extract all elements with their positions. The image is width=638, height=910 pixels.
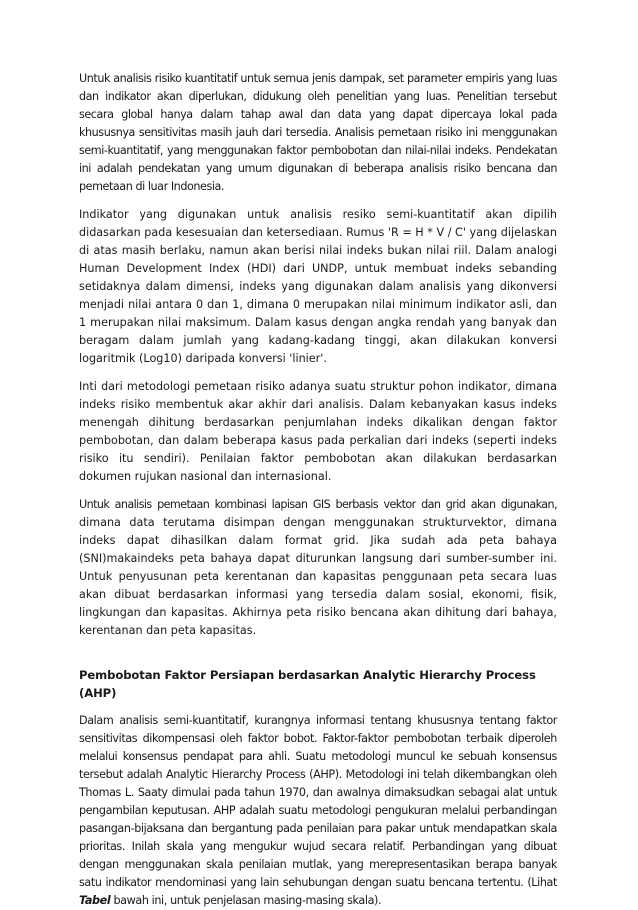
paragraph-ahp bbox=[79, 712, 557, 910]
paragraph-indicator-tree: Inti dari metodologi pemetaan risiko adanya suatu struktur pohon indikator, dimana indeks risiko membentuk akar akhir dari analisis. Dalam kebanyakan kasus indeks menengah dihitung berdasarkan penjumlahan indeks dikalikan dengan faktor pembobotan, dan dalam beberapa kasus pada perkalian dari indeks (seperti indeks risiko itu sendiri). Penilaian faktor pembobotan akan dilakukan berdasarkan dokumen rujukan nasional dan internasional. bbox=[79, 380, 557, 483]
paragraph-gis-lead: Untuk analisis pemetaan kombinasi lapisan GIS berbasis vektor dan grid akan digunakan, bbox=[79, 498, 557, 511]
paragraph-ahp-text: Dalam analisis semi-kuantitatif, kurangnya informasi tentang khususnya tentang faktor sensitivitas dikompensasi oleh faktor bobot. Faktor-faktor pembobotan terbaik diperoleh melalui konsensus pendapat para ahli. Suatu metodologi muncul ke sebuah konsensus tersebut adalah Analytic Hierarchy Process (AHP). Metodologi ini telah dikembangkan oleh Thomas L. Saaty dimulai pada tahun 1970, dan awalnya dimaksudkan sebagai alat untuk pengambilan keputusan. AHP adalah suatu metodologi pengukuran melalui perbandingan pasangan-bijaksana dan bergantung pada penilaian para pakar untuk mendapatkan skala prioritas. Inilah skala yang mengukur wujud secara relatif. Perbandingan yang dibuat dengan menggunakan skala penilaian mutlak, yang merepresentasikan berapa banyak satu indikator mendominasi yang lain sehubungan dengan suatu bencana tertentu. (Lihat bbox=[79, 714, 557, 889]
document-page bbox=[79, 70, 557, 910]
paragraph-ahp-tail: bawah ini, untuk penjelasan masing-masing skala). bbox=[110, 894, 382, 907]
section-heading-ahp: Pembobotan Faktor Persiapan berdasarkan Analytic Hierarchy Process (AHP) bbox=[79, 668, 536, 700]
paragraph-quantitative-analysis: Untuk analisis risiko kuantitatif untuk semua jenis dampak, set parameter empiris yang luas dan indikator akan diperlukan, didukung oleh penelitian yang luas. Penelitian tersebut secara global hanya dalam tahap awal dan data yang dapat dipercaya lokal pada khususnya sensitivitas masih jauh dari tersedia. Analisis pemetaan risiko ini menggunakan semi-kuantitatif, yang menggunakan faktor pembobotan dan nilai-nilai indeks. Pendekatan ini adalah pendekatan yang umum digunakan di beberapa analisis risiko bencana dan pemetaan di luar Indonesia. bbox=[79, 72, 557, 193]
paragraph-indicators: Indikator yang digunakan untuk analisis resiko semi-kuantitatif akan dipilih didasarkan pada kesesuaian dan ketersediaan. Rumus 'R = H * V / C' yang dijelaskan di atas masih berlaku, namun akan berisi nilai indeks bukan nilai riil. Dalam analogi Human Development Index (HDI) dari UNDP, untuk membuat indeks sebanding setidaknya dalam dimensi, indeks yang digunakan dalam analisis yang dikonversi menjadi nilai antara 0 dan 1, dimana 0 merupakan nilai minimum indikator asli, dan 1 merupakan nilai maksimum. Dalam kasus dengan angka rendah yang banyak dan beragam dalam jumlah yang kadang-kadang tinggi, akan dilakukan konversi logaritmik (Log10) daripada konversi 'linier'. bbox=[79, 208, 557, 365]
paragraph-gis-rest: dimana data terutama disimpan dengan menggunakan strukturvektor, dimana indeks dapat dihasilkan dalam format grid. Jika sudah ada peta bahaya (SNI)makaindeks peta bahaya dapat diturunkan langsung dari sumber-sumber ini. Untuk penyusunan peta kerentanan dan kapasitas penggunaan peta secara luas akan dibuat berdasarkan informasi yang tersedia dalam sosial, ekonomi, fisik, lingkungan dan kapasitas. Akhirnya peta risiko bencana akan dihitung dari bahaya, kerentanan dan peta kapasitas. bbox=[79, 516, 557, 637]
table-reference: Tabel bbox=[79, 894, 111, 907]
paragraph-gis-layers bbox=[79, 496, 557, 640]
